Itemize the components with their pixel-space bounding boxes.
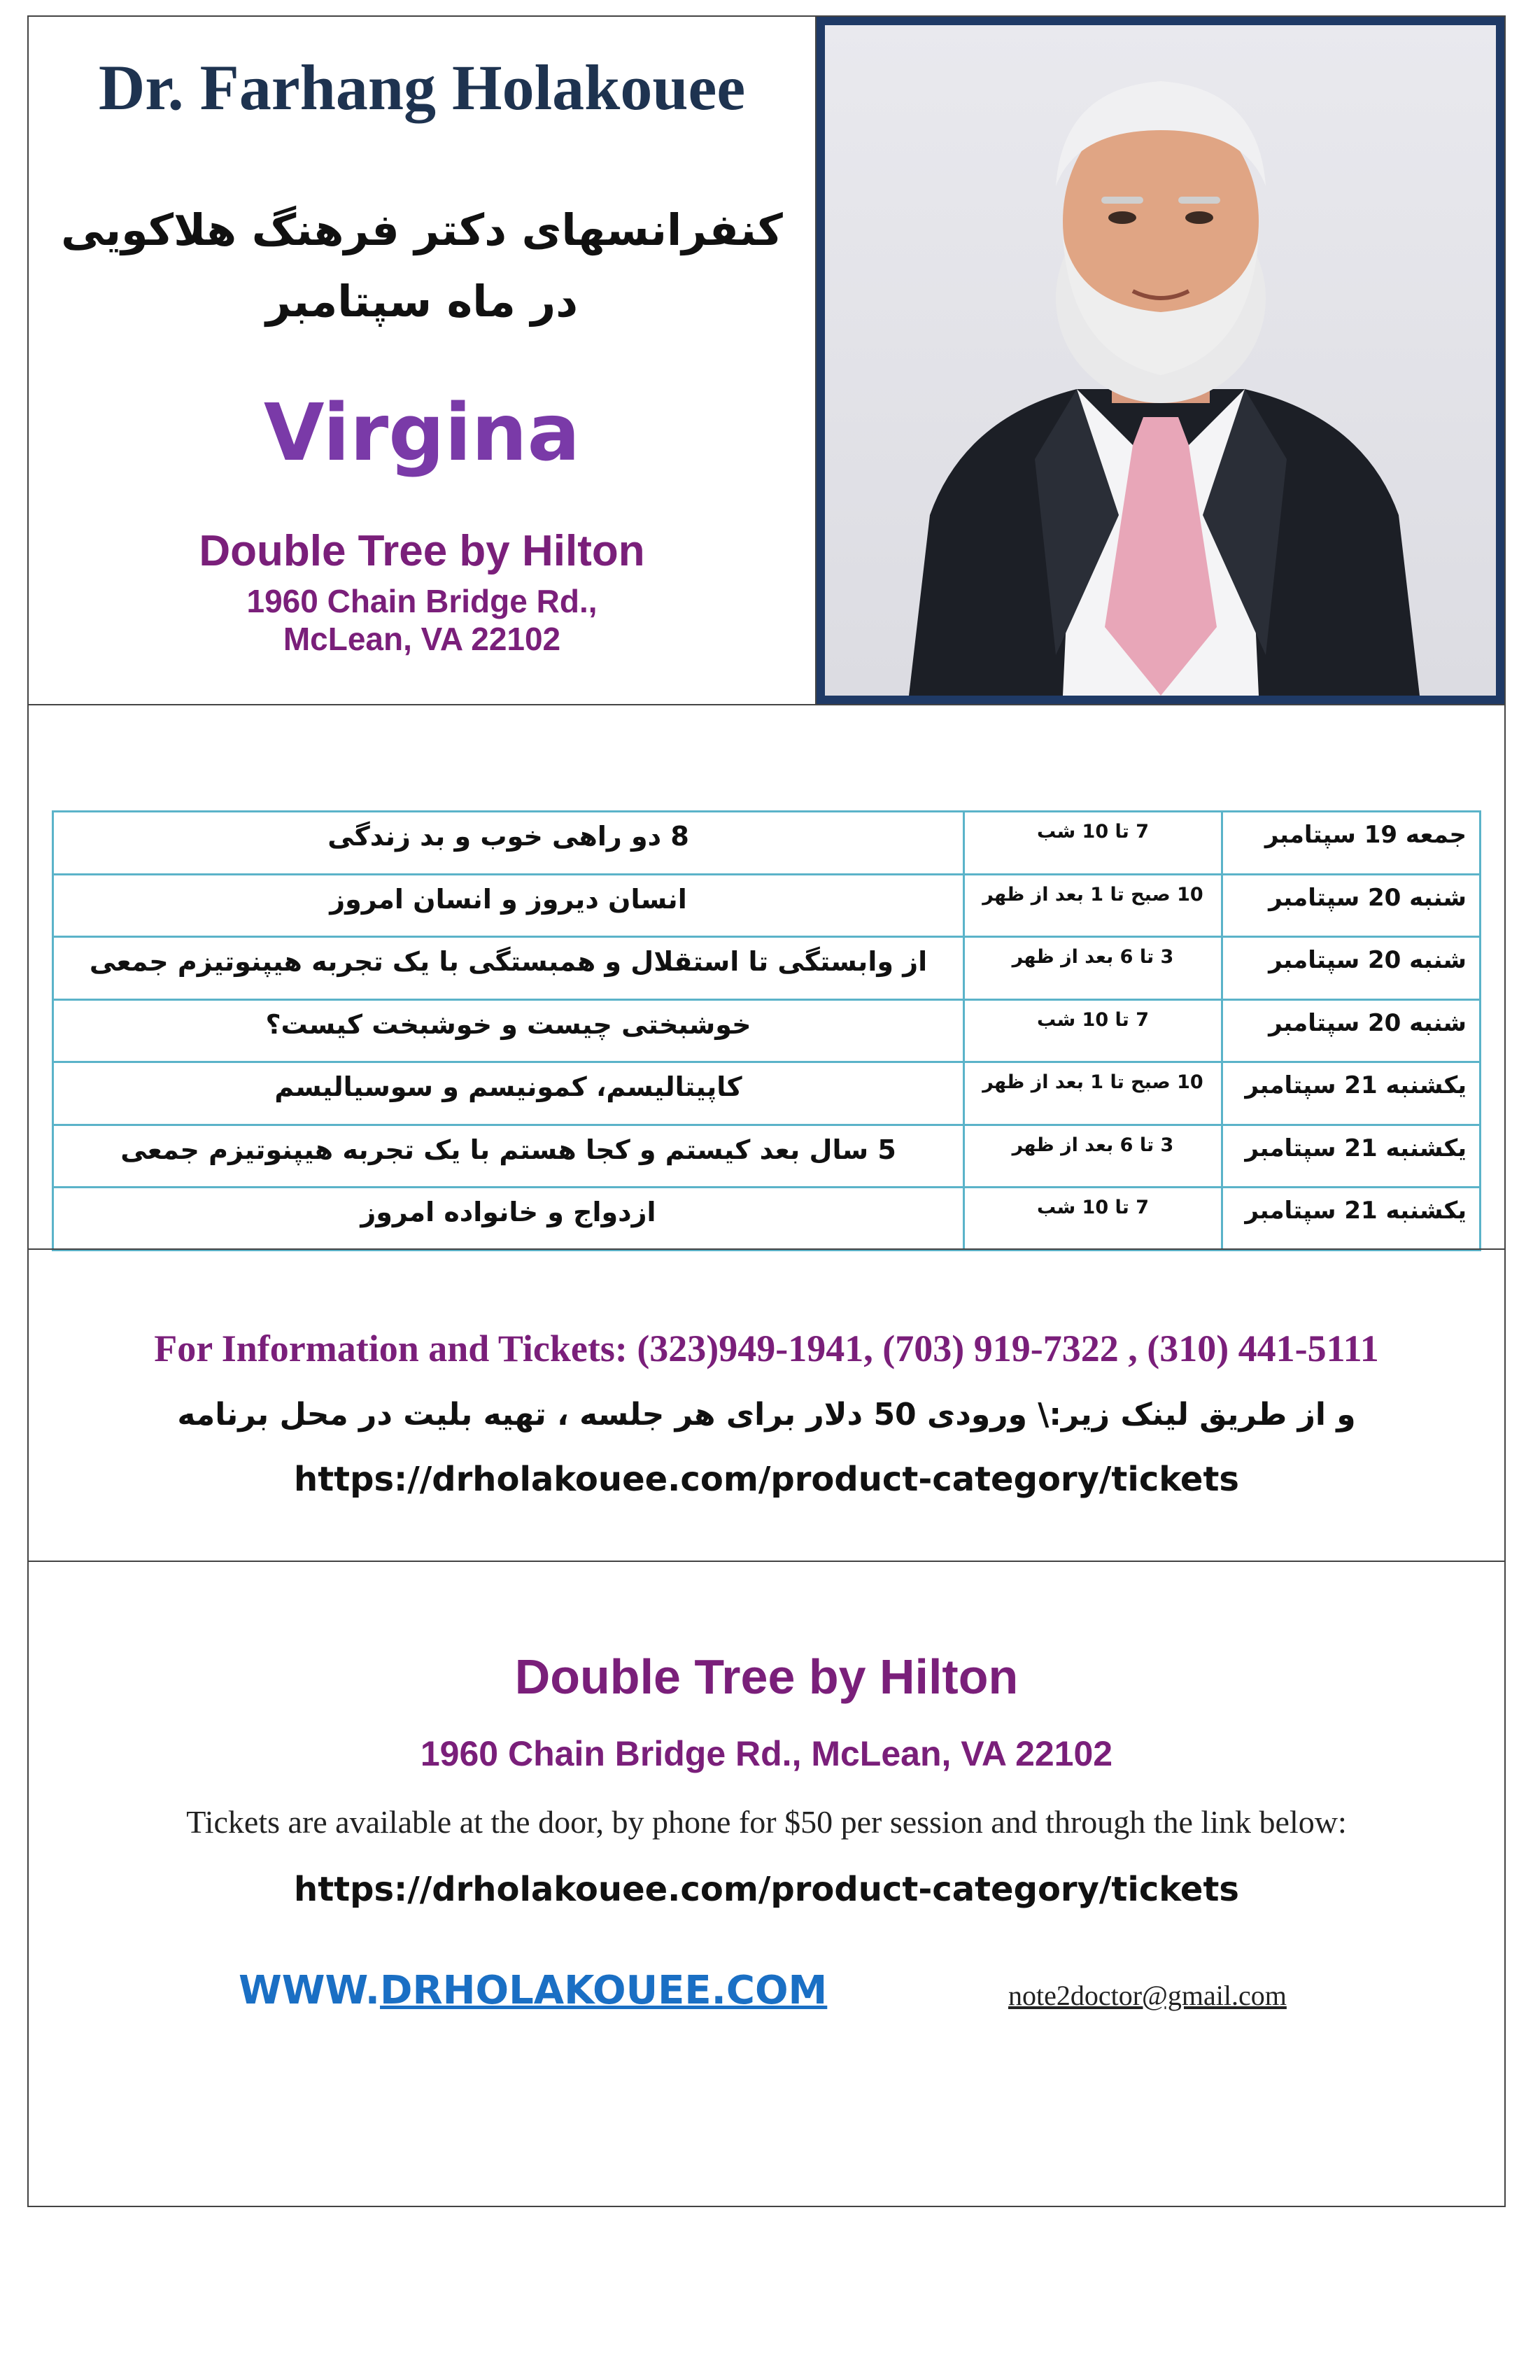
persian-title-line2: در ماه سپتامبر xyxy=(265,276,579,327)
header-section xyxy=(27,15,1506,705)
speaker-photo-frame xyxy=(817,17,1504,704)
session-time: 10 صبح تا 1 بعد از ظهر xyxy=(964,1062,1222,1125)
website-domain: DRHOLAKOUEE.COM xyxy=(380,1968,828,2013)
info-section xyxy=(27,1248,1506,1562)
venue-address-line1: 1960 Chain Bridge Rd., xyxy=(246,583,598,619)
session-topic: ازدواج و خانواده امروز xyxy=(53,1188,964,1251)
session-day: جمعه 19 سپتامبر xyxy=(1222,812,1481,875)
table-row xyxy=(53,874,1481,937)
header-text-panel xyxy=(29,17,817,704)
session-day: یکشنبه 21 سپتامبر xyxy=(1222,1188,1481,1251)
footer-tickets-link[interactable]: https://drholakouee.com/product-category/tickets xyxy=(294,1870,1239,1909)
persian-ticket-note: و از طریق لینک زیر:\ ورودی 50 دلار برای هر جلسه ، تهیه بلیت در محل برنامه xyxy=(177,1397,1356,1432)
schedule-table xyxy=(52,810,1481,1251)
session-time: 7 تا 10 شب xyxy=(964,1188,1222,1251)
session-topic: 8 دو راهی خوب و بد زندگی xyxy=(53,812,964,875)
session-topic: 5 سال بعد کیستم و کجا هستم با یک تجربه هیپنوتیزم جمعی xyxy=(53,1125,964,1188)
session-time: 3 تا 6 بعد از ظهر xyxy=(964,937,1222,1000)
session-topic: از وابستگی تا استقلال و همبستگی با یک تجربه هیپنوتیزم جمعی xyxy=(53,937,964,1000)
session-day: یکشنبه 21 سپتامبر xyxy=(1222,1062,1481,1125)
session-time: 7 تا 10 شب xyxy=(964,999,1222,1062)
city-title: Virgina xyxy=(263,388,581,479)
session-day: شنبه 20 سپتامبر xyxy=(1222,937,1481,1000)
table-row xyxy=(53,812,1481,875)
contact-phones: For Information and Tickets: (323)949-1941, (703) 919-7322 , (310) 441-5111 xyxy=(154,1328,1379,1369)
session-day: شنبه 20 سپتامبر xyxy=(1222,999,1481,1062)
table-row xyxy=(53,937,1481,1000)
session-day: شنبه 20 سپتامبر xyxy=(1222,874,1481,937)
website-link[interactable] xyxy=(239,1968,827,2013)
tickets-link[interactable]: https://drholakouee.com/product-category/tickets xyxy=(294,1460,1239,1499)
speaker-photo xyxy=(825,25,1496,696)
session-time: 7 تا 10 شب xyxy=(964,812,1222,875)
footer-section xyxy=(27,1561,1506,2207)
schedule-section xyxy=(27,704,1506,1250)
footer-venue-name: Double Tree by Hilton xyxy=(514,1649,1019,1704)
session-time: 3 تا 6 بعد از ظهر xyxy=(964,1125,1222,1188)
table-row xyxy=(53,1125,1481,1188)
session-topic: کاپیتالیسم، کمونیسم و سوسیالیسم xyxy=(53,1062,964,1125)
table-row xyxy=(53,1188,1481,1251)
speaker-name: Dr. Farhang Holakouee xyxy=(98,52,746,123)
table-row xyxy=(53,1062,1481,1125)
venue-name: Double Tree by Hilton xyxy=(199,527,645,575)
portrait-illustration xyxy=(825,25,1496,696)
tickets-availability-note: Tickets are available at the door, by phone for $50 per session and through the link below: xyxy=(186,1804,1347,1840)
session-topic: خوشبختی چیست و خوشبخت کیست؟ xyxy=(53,999,964,1062)
website-prefix: WWW. xyxy=(239,1968,381,2013)
email-link[interactable]: note2doctor@gmail.com xyxy=(1008,1980,1287,2011)
footer-venue-address: 1960 Chain Bridge Rd., McLean, VA 22102 xyxy=(420,1734,1113,1773)
persian-title-line1: کنفرانسهای دکتر فرهنگ هلاکویی xyxy=(61,204,783,255)
table-row xyxy=(53,999,1481,1062)
session-topic: انسان دیروز و انسان امروز xyxy=(53,874,964,937)
session-day: یکشنبه 21 سپتامبر xyxy=(1222,1125,1481,1188)
session-time: 10 صبح تا 1 بعد از ظهر xyxy=(964,874,1222,937)
venue-address-line2: McLean, VA 22102 xyxy=(283,621,561,657)
